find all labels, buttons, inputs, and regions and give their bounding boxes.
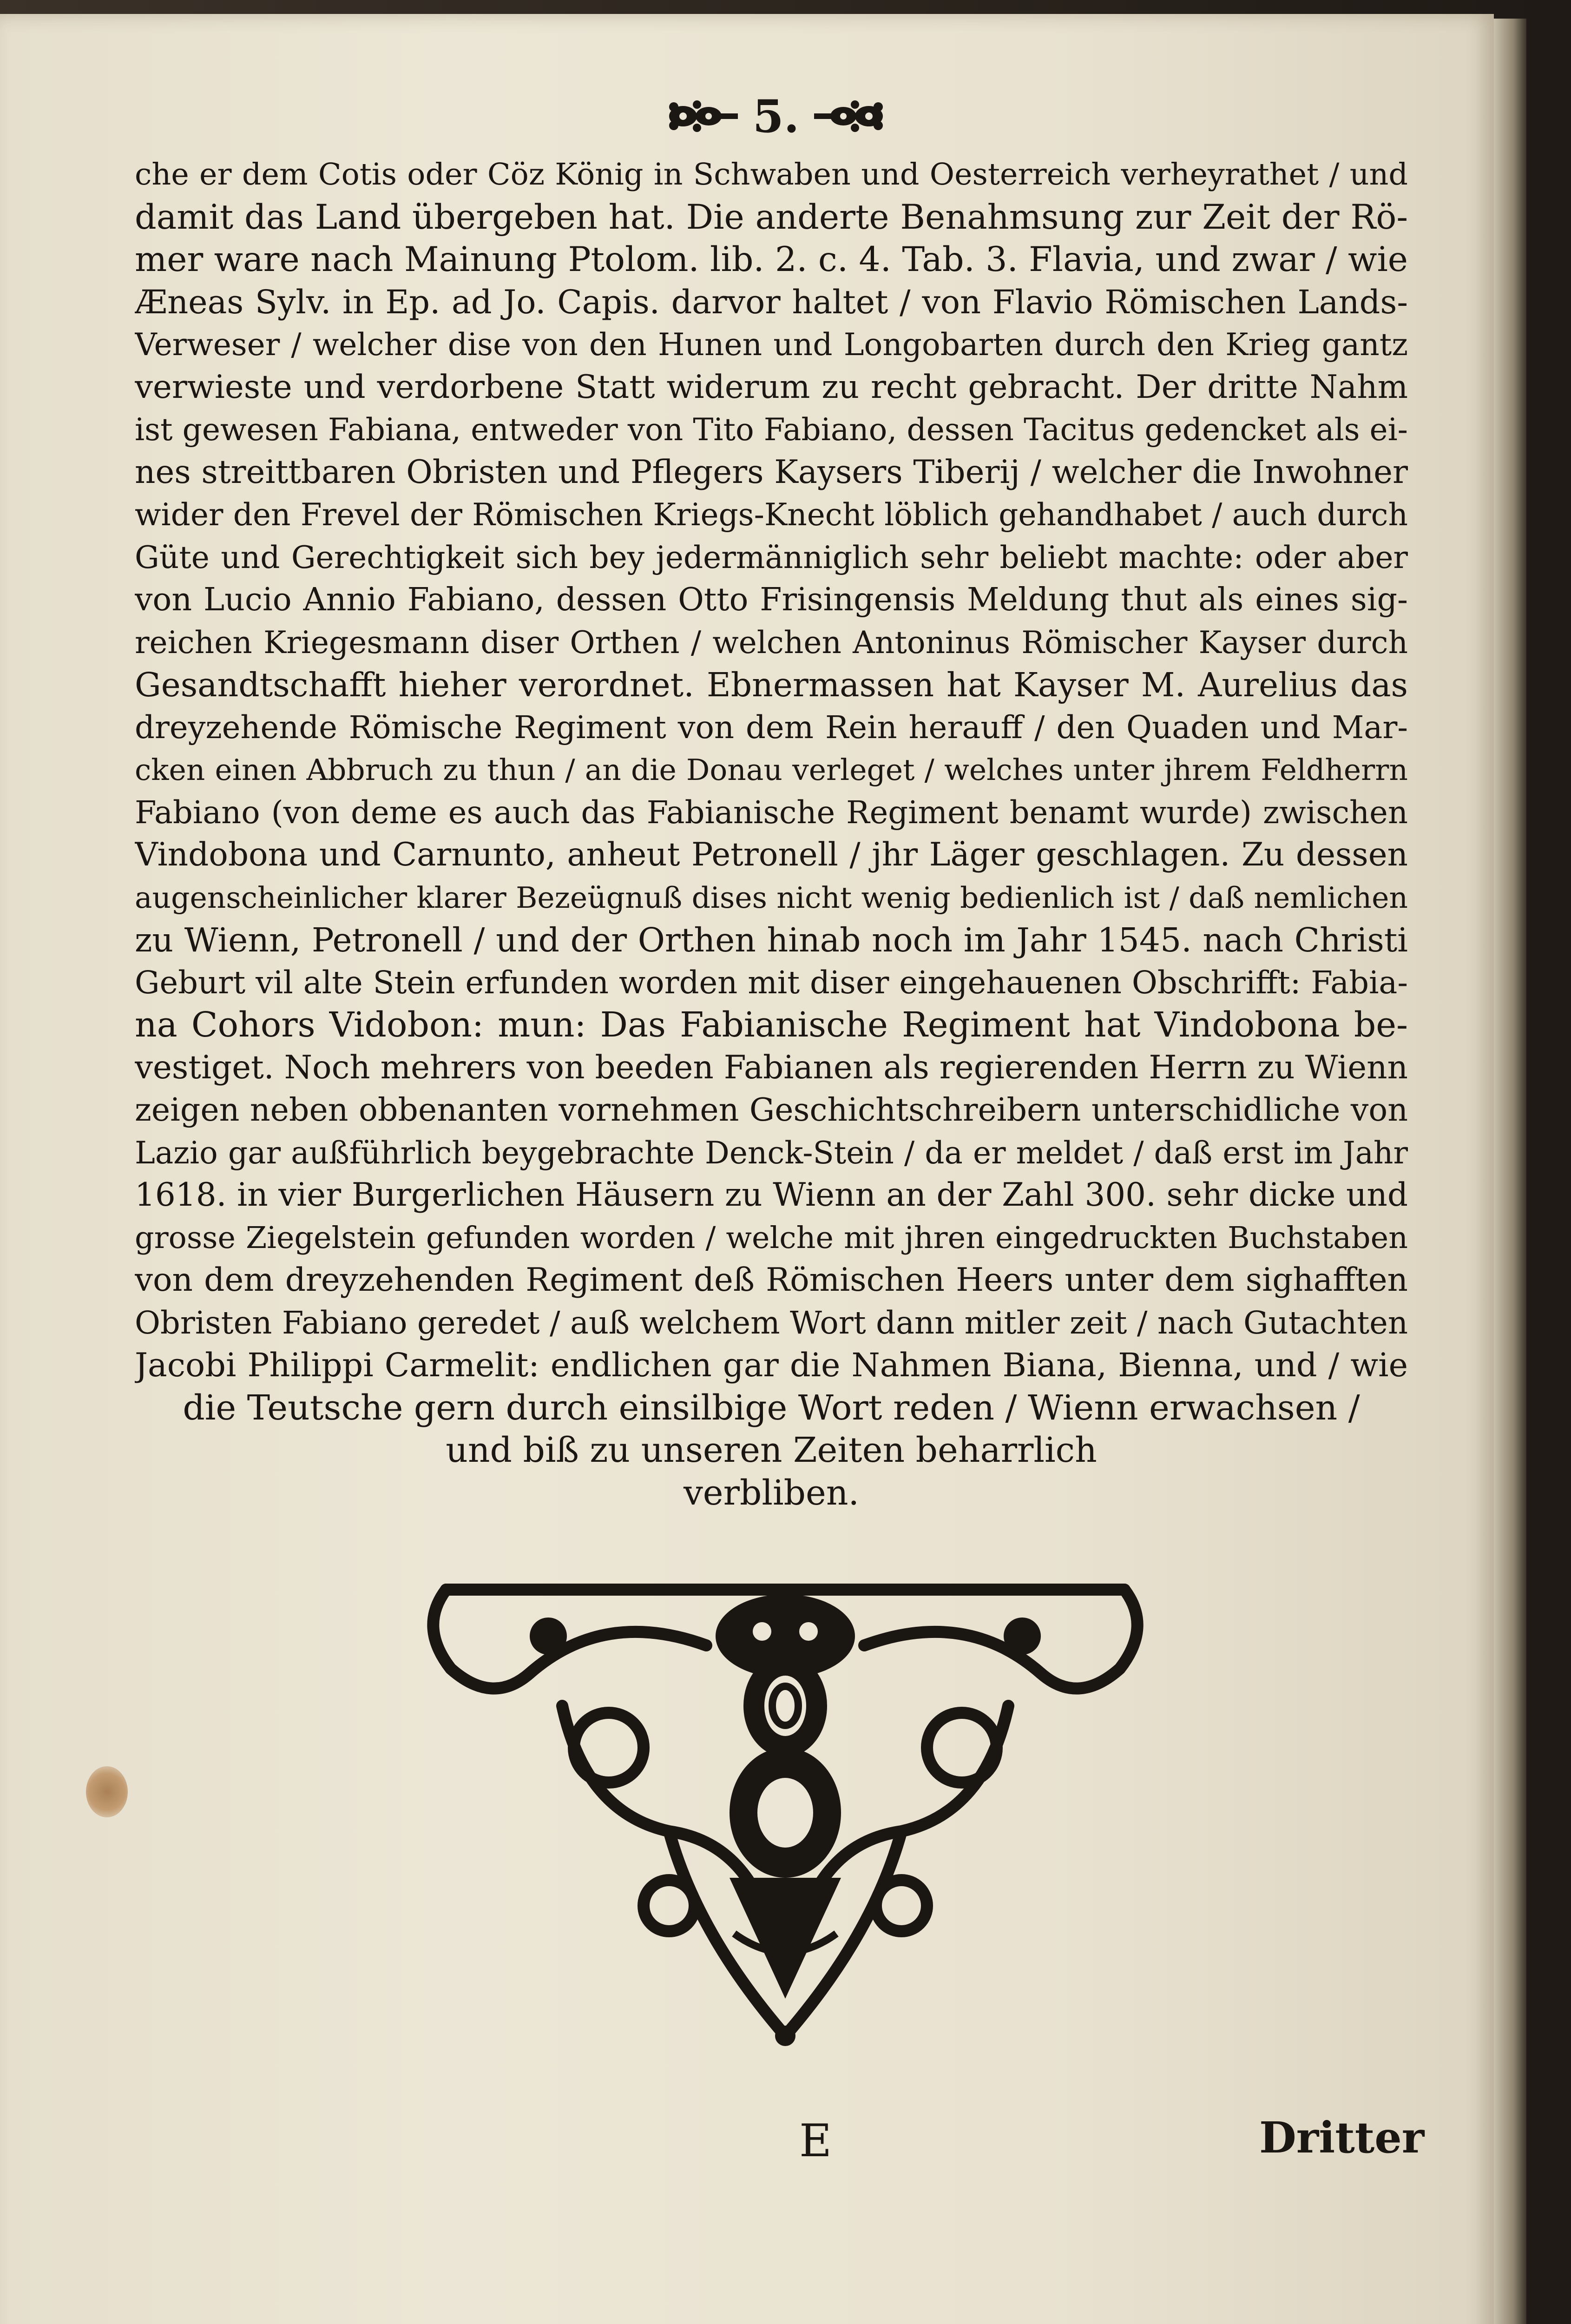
text-line-centered: die Teutsche gern durch einsilbige Wort reden / Wienn erwachsen / — [183, 1387, 1360, 1428]
text-line: reichen Kriegesmann diser Orthen / welchen Antoninus Römischer Kayser durch — [135, 624, 1408, 660]
text-line: Æneas Sylv. in Ep. ad Jo. Capis. darvor haltet / von Flavio Römischen Lands- — [135, 283, 1408, 321]
ink-stain — [86, 1766, 128, 1817]
text-line: Jacobi Philippi Carmelit: endlichen gar die Nahmen Biana, Bienna, und / wie — [135, 1346, 1408, 1384]
text-line: vestiget. Noch mehrers von beeden Fabianen als regierenden Herrn zu Wienn — [135, 1049, 1408, 1086]
text-line: damit das Land übergeben hat. Die anderte Benahmsung zur Zeit der Rö- — [135, 197, 1408, 237]
text-line: zu Wienn, Petronell / und der Orthen hinab noch im Jahr 1545. nach Christi — [135, 921, 1408, 959]
text-line: Lazio gar außführlich beygebrachte Denck-Stein / da er meldet / daß erst im Jahr — [135, 1135, 1408, 1171]
text-line: augenscheinlicher klarer Bezeügnuß dises nicht wenig bedienlich ist / daß nemlichen — [135, 880, 1408, 915]
header-ornament-right-icon — [813, 98, 887, 135]
text-line: Verweser / welcher dise von den Hunen und Longobarten durch den Krieg gantz — [135, 327, 1408, 363]
text-line: che er dem Cotis oder Cöz König in Schwaben und Oesterreich verheyrathet / und — [135, 157, 1408, 192]
text-line: 1618. in vier Burgerlichen Häusern zu Wienn an der Zahl 300. sehr dicke und — [135, 1176, 1408, 1214]
text-line: Vindobona und Carnunto, anheut Petronell / jhr Läger geschlagen. Zu dessen — [135, 836, 1408, 873]
text-line: ist gewesen Fabiana, entweder von Tito Fabiano, dessen Tacitus gedencket als ei- — [135, 412, 1408, 448]
tailpiece-ornament-icon — [409, 1552, 1162, 2050]
text-line: Güte und Gerechtigkeit sich bey jedermänniglich sehr beliebt machte: oder aber — [135, 539, 1408, 575]
text-line-centered: verbliben. — [683, 1472, 860, 1513]
text-line: na Cohors Vidobon: mun: Das Fabianische Regiment hat Vindobona be- — [135, 1005, 1408, 1045]
text-line: cken einen Abbruch zu thun / an die Donau verleget / welches unter jhrem Feldherrn — [135, 753, 1408, 787]
page-header — [646, 88, 906, 144]
text-line: Fabiano (von deme es auch das Fabianische Regiment benamt wurde) zwischen — [135, 794, 1408, 831]
page-number: 5. — [752, 90, 800, 143]
signature-mark: E — [799, 2115, 832, 2167]
text-line: verwieste und verdorbene Statt widerum zu recht gebracht. Der dritte Nahm — [135, 368, 1408, 406]
text-line: grosse Ziegelstein gefunden worden / welche mit jhren eingedruckten Buchstaben — [135, 1220, 1408, 1255]
text-line: mer ware nach Mainung Ptolom. lib. 2. c. 4. Tab. 3. Flavia, und zwar / wie — [135, 240, 1408, 279]
text-line: wider den Frevel der Römischen Kriegs-Knecht löblich gehandhabet / auch durch — [135, 497, 1408, 533]
text-line: Obristen Fabiano geredet / auß welchem Wort dann mitler zeit / nach Gutachten — [135, 1304, 1408, 1341]
header-ornament-left-icon — [664, 98, 739, 135]
text-line: von Lucio Annio Fabiano, dessen Otto Frisingensis Meldung thut als eines sig- — [135, 581, 1408, 618]
catchword: Dritter — [1259, 2113, 1425, 2163]
text-line: zeigen neben obbenanten vornehmen Geschichtschreibern unterschidliche von — [135, 1092, 1408, 1129]
text-line: Gesandtschafft hieher verordnet. Ebnermassen hat Kayser M. Aurelius das — [135, 666, 1408, 704]
text-line: Geburt vil alte Stein erfunden worden mit diser eingehauenen Obschrifft: Fabia- — [135, 964, 1408, 1001]
page-edge — [1494, 19, 1526, 2324]
body-text — [135, 153, 1408, 1514]
text-line: dreyzehende Römische Regiment von dem Rein herauff / den Quaden und Mar- — [135, 709, 1408, 746]
text-line: von dem dreyzehenden Regiment deß Römischen Heers unter dem sighafften — [135, 1261, 1408, 1299]
text-line-centered: und biß zu unseren Zeiten beharrlich — [446, 1430, 1097, 1470]
text-line: nes streittbaren Obristen und Pflegers Kaysers Tiberij / welcher die Inwohner — [135, 453, 1408, 491]
